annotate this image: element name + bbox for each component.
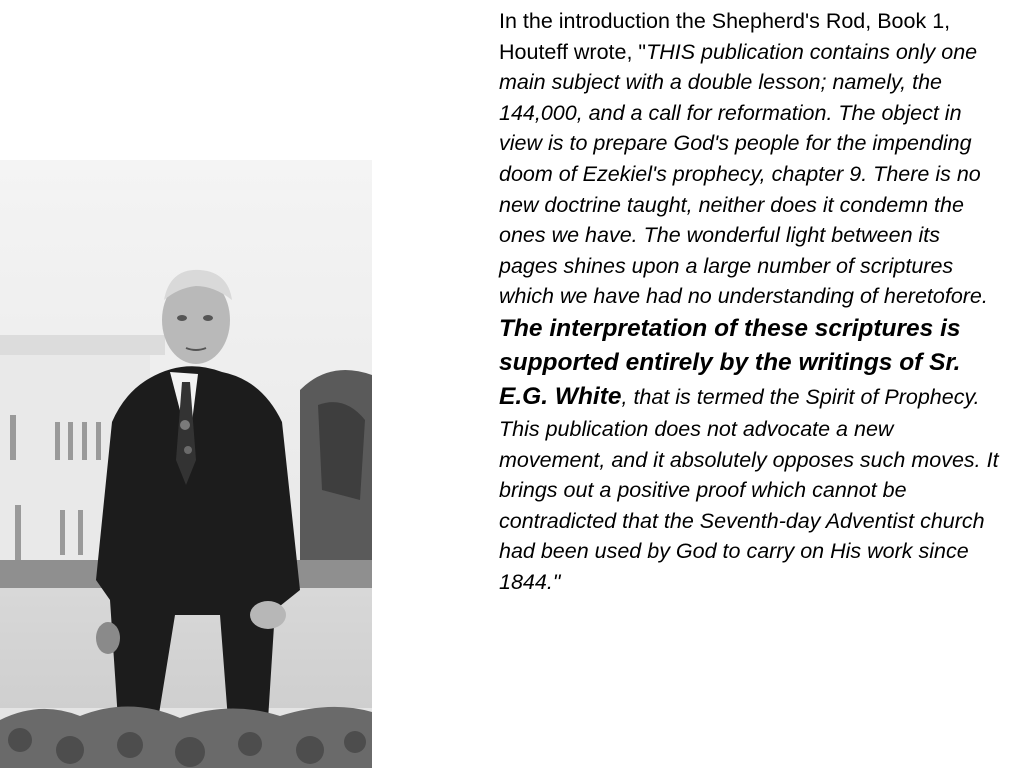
quote-italic-part1: THIS publication contains only one main subject with a double lesson; namely, the 144,000, and a call for reformation. The object in view is to prepare God's people for the impending doom of Ezekiel's prophecy, chapter 9. There is no new doctrine taught, neither does it condemn the ones we have. The wonderful light between its pages shines upon a large number of scriptures which we have had no understanding of heretofore.: [499, 39, 988, 309]
quote-italic-part2: , that is termed the Spirit of Prophecy. This publication does not advocate a new movement, and it absolutely opposes such moves. It brings out a positive proof which cannot be contradicted that the Seventh-day Adventist church had been used by God to carry on His work since 1844.": [499, 384, 999, 594]
quote-text-block: [499, 6, 999, 598]
intro-text: In the introduction the Shepherd's Rod, Book 1, Houteff wrote, ": [499, 9, 951, 64]
portrait-photo: [0, 160, 372, 768]
quote-paragraph: [499, 6, 999, 598]
quote-emphasis: The interpretation of these scriptures is supported entirely by the writings of Sr. E.G. White: [499, 314, 961, 410]
